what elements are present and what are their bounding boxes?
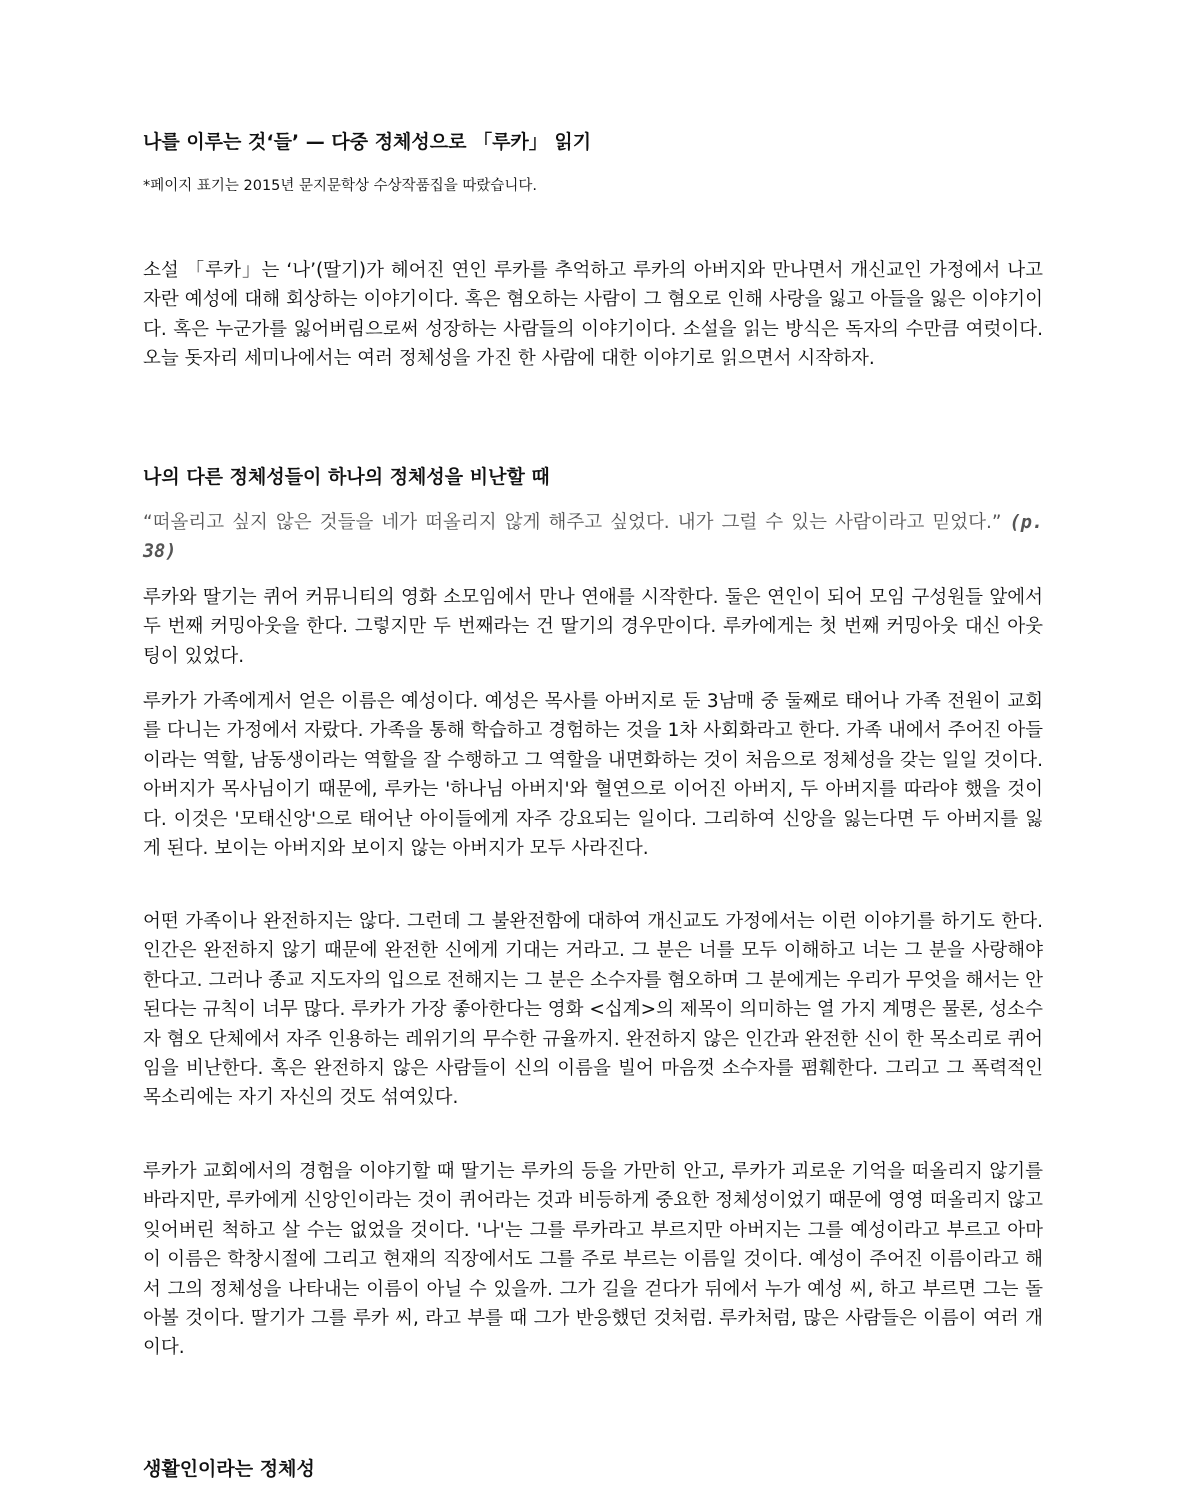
quote-citation: (p. 38): [143, 512, 1043, 563]
section-quote: [143, 508, 1043, 567]
body-paragraph: 루카가 가족에게서 얻은 이름은 예성이다. 예성은 목사를 아버지로 둔 3남매 중 둘째로 태어나 가족 전원이 교회를 다니는 가정에서 자랐다. 가족을 통해 학습하고 경험하는 것을 1차 사회화라고 한다. 가족 내에서 주어진 아들이라는 역할, 남동생이라는 역할을 잘 수행하고 그 역할을 내면화하는 것이 처음으로 정체성을 갖는 일일 것이다. 아버지가 목사님이기 때문에, 루카는 '하나님 아버지'와 혈연으로 이어진 아버지, 두 아버지를 따라야 했을 것이다. 이것은 '모태신앙'으로 태어난 아이들에게 자주 강요되는 일이다. 그리하여 신앙을 잃는다면 두 아버지를 잃게 된다. 보이는 아버지와 보이지 않는 아버지가 모두 사라진다.: [143, 691, 1043, 860]
document-title: 나를 이루는 것‘들’ — 다중 정체성으로 「루카」 읽기: [143, 131, 592, 153]
section-heading-2: 생활인이라는 정체성: [143, 1458, 315, 1480]
quote-text: “떠올리고 싶지 않은 것들을 네가 떠올리지 않게 해주고 싶었다. 내가 그럴 수 있는 사람이라고 믿었다.”: [143, 512, 1002, 533]
intro-paragraph: 소설 「루카」는 ‘나’(딸기)가 헤어진 연인 루카를 추억하고 루카의 아버지와 만나면서 개신교인 가정에서 나고 자란 예성에 대해 회상하는 이야기이다. 혹은 혐오하는 사람이 그 혐오로 인해 사랑을 잃고 아들을 잃은 이야기이다. 혹은 누군가를 잃어버림으로써 성장하는 사람들의 이야기이다. 소설을 읽는 방식은 독자의 수만큼 여럿이다. 오늘 돗자리 세미나에서는 여러 정체성을 가진 한 사람에 대한 이야기로 읽으면서 시작하자.: [143, 260, 1043, 370]
body-paragraph: 루카와 딸기는 퀴어 커뮤니티의 영화 소모임에서 만나 연애를 시작한다. 둘은 연인이 되어 모임 구성원들 앞에서 두 번째 커밍아웃을 한다. 그렇지만 두 번째라는 건 딸기의 경우만이다. 루카에게는 첫 번째 커밍아웃 대신 아웃팅이 있었다.: [143, 587, 1043, 667]
body-paragraph: 어떤 가족이나 완전하지는 않다. 그런데 그 불완전함에 대하여 개신교도 가정에서는 이런 이야기를 하기도 한다. 인간은 완전하지 않기 때문에 완전한 신에게 기대는 거라고. 그 분은 너를 모두 이해하고 너는 그 분을 사랑해야 한다고. 그러나 종교 지도자의 입으로 전해지는 그 분은 소수자를 혐오하며 그 분에게는 우리가 무엇을 해서는 안 된다는 규칙이 너무 많다. 루카가 가장 좋아한다는 영화 <십계>의 제목이 의미하는 열 가지 계명은 물론, 성소수자 혐오 단체에서 자주 인용하는 레위기의 무수한 규율까지. 완전하지 않은 인간과 완전한 신이 한 목소리로 퀴어임을 비난한다. 혹은 완전하지 않은 사람들이 신의 이름을 빌어 마음껏 소수자를 폄훼한다. 그리고 그 폭력적인 목소리에는 자기 자신의 것도 섞여있다.: [143, 911, 1043, 1109]
page-note: *페이지 표기는 2015년 문지문학상 수상작품집을 따랐습니다.: [143, 178, 537, 194]
body-paragraph: 루카가 교회에서의 경험을 이야기할 때 딸기는 루카의 등을 가만히 안고, 루카가 괴로운 기억을 떠올리지 않기를 바라지만, 루카에게 신앙인이라는 것이 퀴어라는 것과 비등하게 중요한 정체성이었기 때문에 영영 떠올리지 않고 잊어버린 척하고 살 수는 없었을 것이다. '나'는 그를 루카라고 부르지만 아버지는 그를 예성이라고 부르고 아마 이 이름은 학창시절에 그리고 현재의 직장에서도 그를 주로 부르는 이름일 것이다. 예성이 주어진 이름이라고 해서 그의 정체성을 나타내는 이름이 아닐 수 있을까. 그가 길을 걷다가 뒤에서 누가 예성 씨, 하고 부르면 그는 돌아볼 것이다. 딸기가 그를 루카 씨, 라고 부를 때 그가 반응했던 것처럼. 루카처럼, 많은 사람들은 이름이 여러 개이다.: [143, 1161, 1043, 1359]
section-heading-1: 나의 다른 정체성들이 하나의 정체성을 비난할 때: [143, 466, 550, 488]
